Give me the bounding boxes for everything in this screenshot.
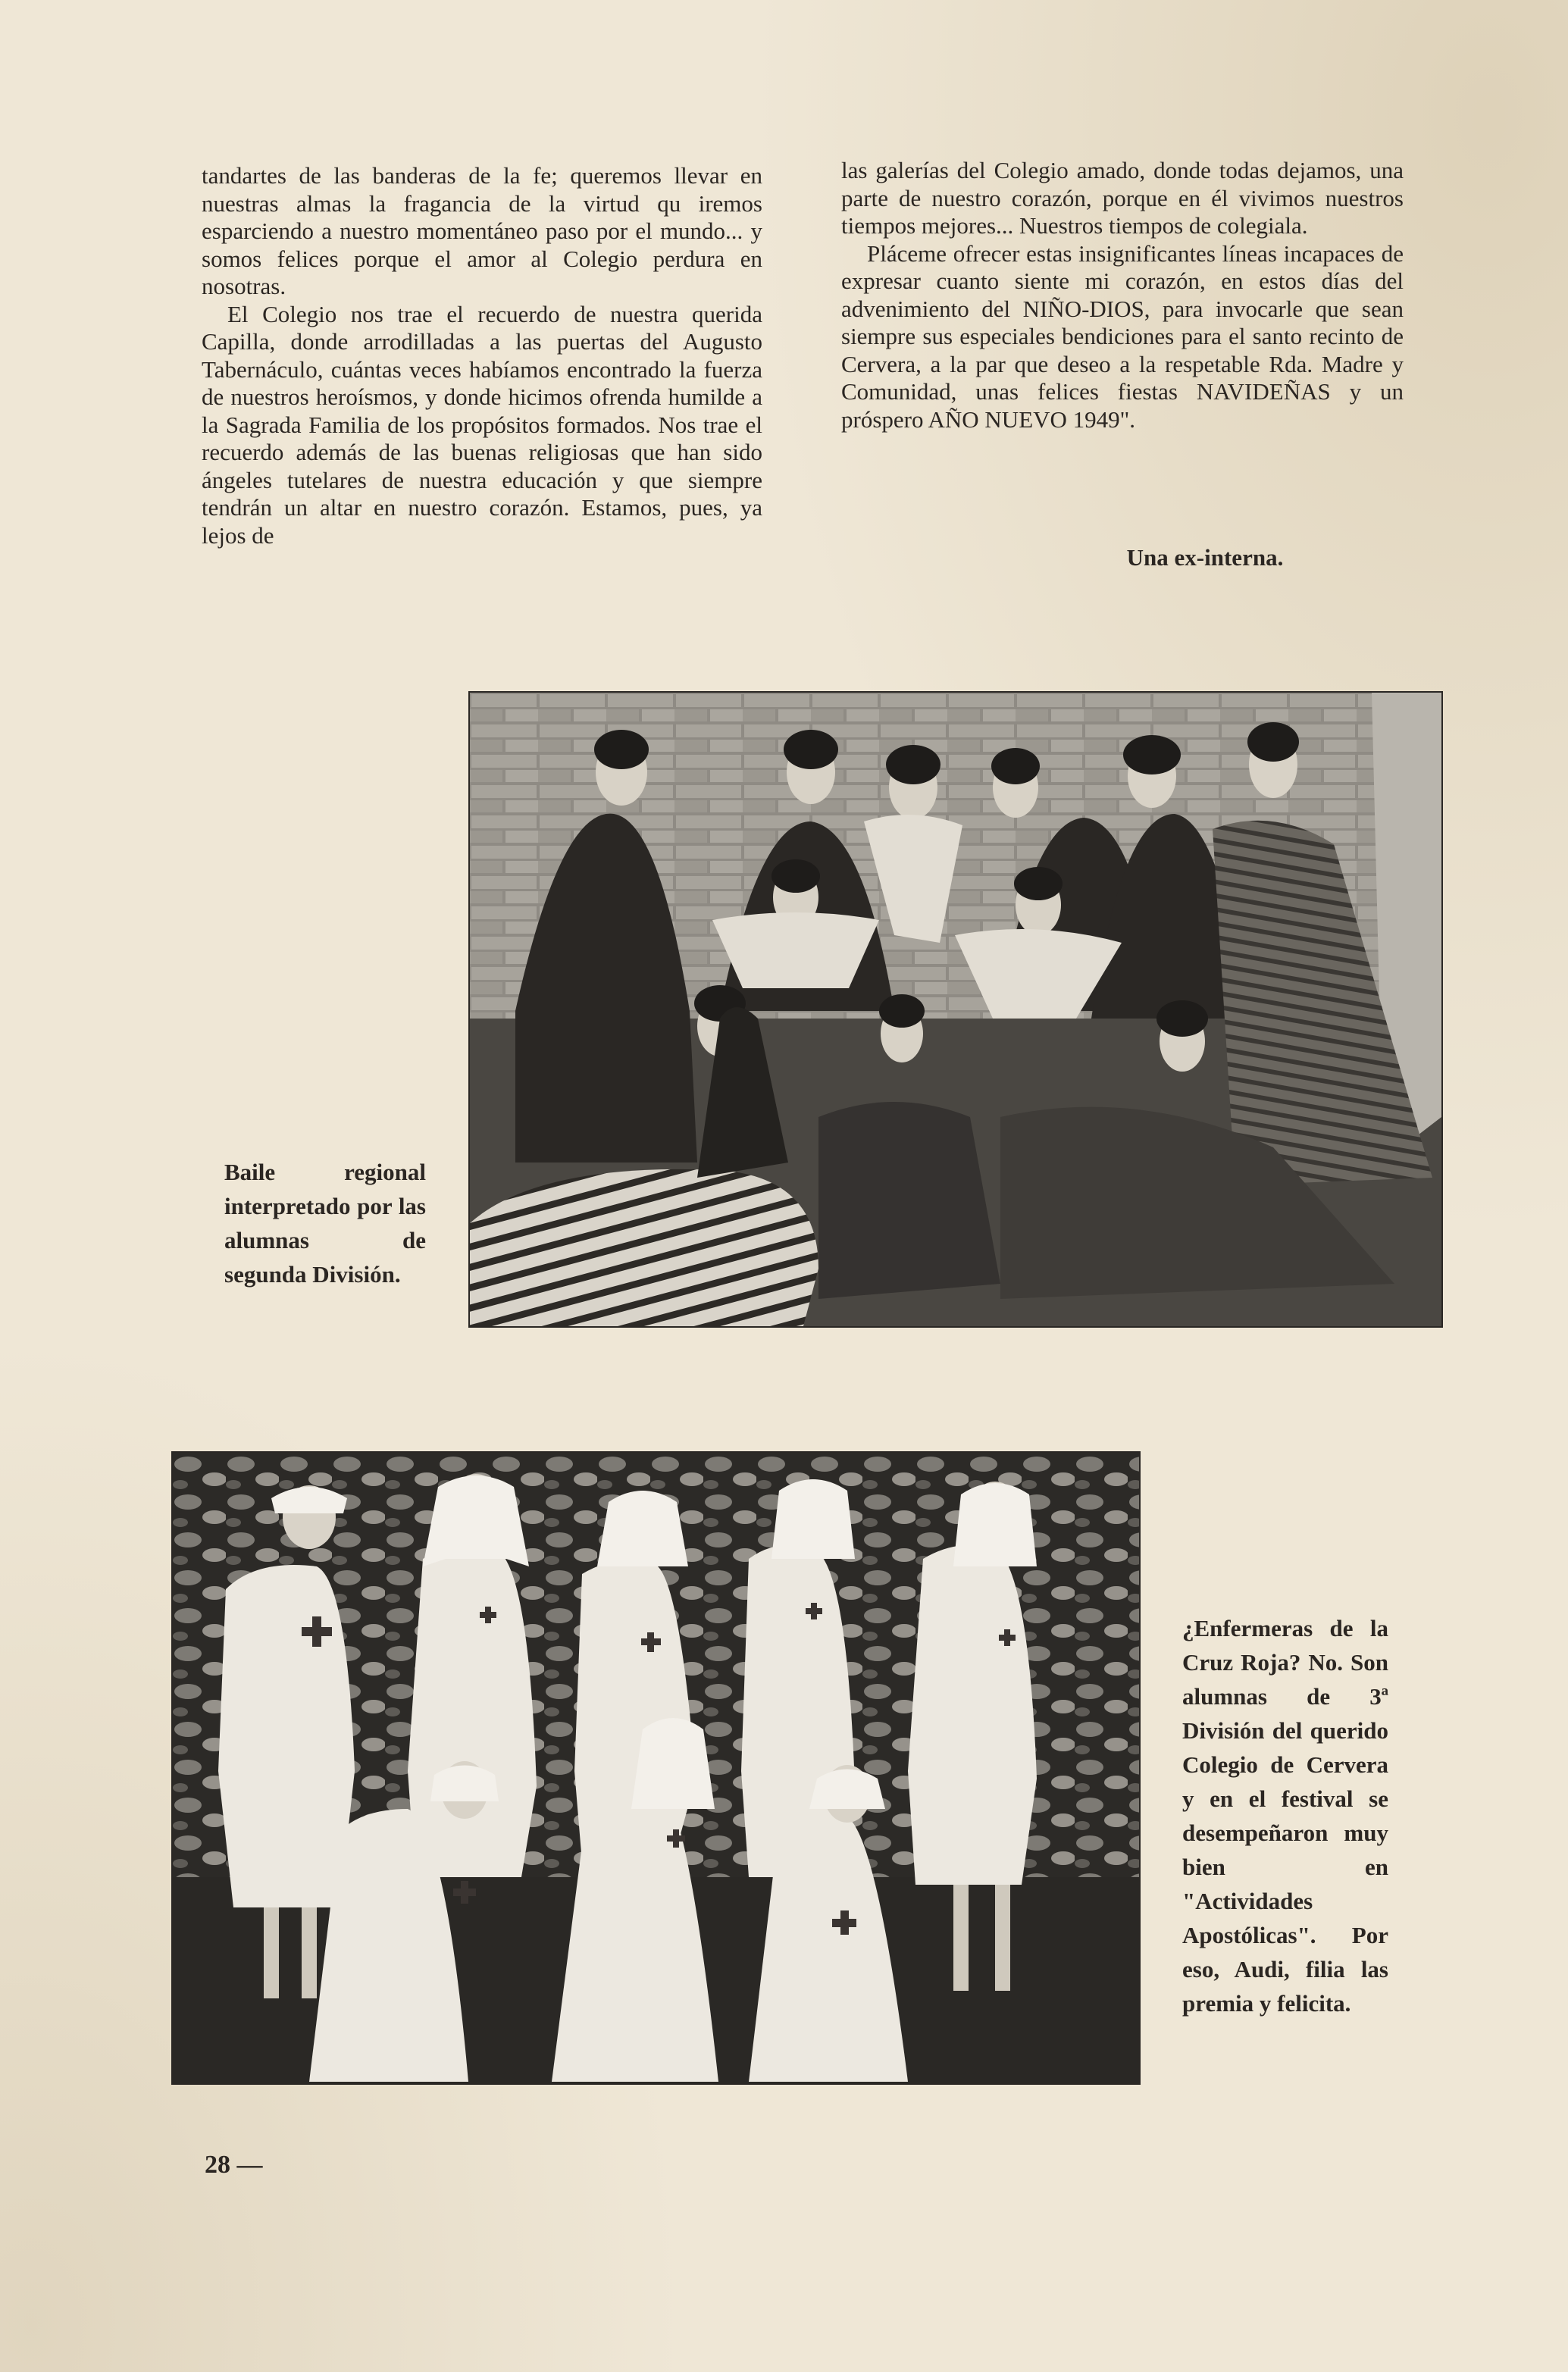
- article-signature: Una ex-interna.: [1126, 544, 1284, 571]
- page-number: 28 —: [205, 2151, 263, 2179]
- article-paragraph: El Colegio nos trae el recuerdo de nuestra querida Capilla, donde arrodilladas a las puertas del Augusto Tabernáculo, cuántas veces habíamos encontrado la fuerza de nuestros heroísmos, y donde hicimos ofrenda humilde a la Sagrada Familia de los propósitos formados. Nos trae el recuerdo además de las buenas religiosas que han sido ángeles tutelares de nuestra educación y que siempre tendrán un altar en nuestro corazón. Estamos, pues, ya lejos de: [202, 300, 762, 549]
- baile-regional-image: [470, 693, 1441, 1326]
- enfermeras-image: [173, 1453, 1139, 2083]
- article-right-column: [841, 157, 1404, 433]
- article-left-column: [202, 162, 762, 549]
- article-paragraph: Pláceme ofrecer estas insignificantes líneas incapaces de expresar cuanto siente mi corazón, en estos días del advenimiento del NIÑO-DIOS, para invocarle que sean siempre sus especiales bendiciones para el santo recinto de Cervera, a la par que deseo a la respetable Rda. Madre y Comunidad, unas felices fiestas NAVIDEÑAS y un próspero AÑO NUEVO 1949".: [841, 239, 1404, 433]
- enfermeras-caption: ¿Enfermeras de la Cruz Roja? No. Son alumnas de 3ª División del querido Colegio de Cervera y en el festival se desempeñaron muy bien en "Actividades Apostólicas". Por eso, Audi, filia las premia y felicita.: [1182, 1615, 1388, 2017]
- enfermeras-photo: [171, 1451, 1141, 2085]
- baile-regional-photo: [468, 691, 1443, 1328]
- baile-caption: Baile regional interpretado por las alumnas de segunda División.: [224, 1159, 426, 1288]
- article-paragraph: tandartes de las banderas de la fe; queremos llevar en nuestras almas la fragancia de la virtud qu iremos esparciendo a nuestro momentáneo paso por el mundo... y somos felices porque el amor al Colegio perdura en nosotras.: [202, 162, 762, 299]
- article-paragraph: las galerías del Colegio amado, donde todas dejamos, una parte de nuestro corazón, porque en él vivimos nuestros tiempos mejores... Nuestros tiempos de colegiala.: [841, 157, 1404, 239]
